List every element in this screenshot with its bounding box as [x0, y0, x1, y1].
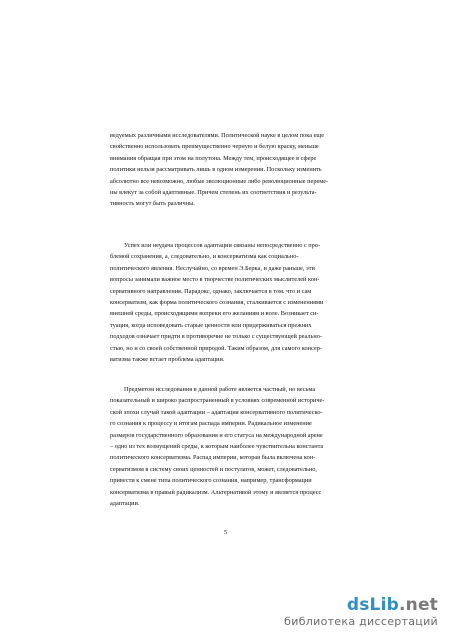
text-line: ны влекут за собой адаптивные. Причем степень их соответствия и результа- [110, 189, 317, 197]
text-line: показательный и широко распространенный в условиях современной историче- [110, 397, 325, 405]
text-line: внешней среды, происходящими вопреки его желаниям и воле. Возникает си- [110, 310, 319, 318]
paragraph-2 [110, 240, 348, 365]
text-line: привести к смене типа политического сознания, например, трансформации [110, 477, 312, 485]
text-line: абсолютно все невозможно, любые эволюционные либо революционные переме- [110, 177, 329, 185]
text-line: политики нельзя рассматривать лишь в одном измерении. Поскольку изменить [110, 166, 322, 174]
watermark-brand [284, 595, 438, 615]
text-line: подходов означает придти в противоречие не только с существующей реально- [110, 333, 322, 341]
watermark-logo[interactable] [284, 595, 438, 628]
text-line: ватизма также встает проблема адаптации. [110, 356, 225, 364]
watermark-brand-main: dsLib [346, 595, 399, 615]
text-line: адаптации. [110, 500, 140, 508]
text-line: политического явления. Неслучайно, со времен Э.Берка, и даже раньше, эти [110, 264, 315, 272]
text-line: ведуемых различными исследователями. Политической науке в целом пока еще [110, 132, 325, 139]
text-line: сервативного направления. Парадокс, однако, заключается в том. что и сам [110, 287, 312, 295]
text-line: политического консерватизма. Распад империи, которая была включена кон- [110, 454, 316, 462]
text-line: блемой сохранения, а, следовательно, и консерватизма как социально- [110, 253, 299, 261]
text-line: свойственно использовать преимущественно черную и белую краску, меньше [110, 143, 319, 151]
watermark-brand-tld: net [405, 595, 438, 615]
watermark-tagline: библиотека диссертаций [284, 615, 438, 628]
watermark-brand-dot: . [398, 595, 406, 615]
text-line: серватизмом в систему своих ценностей и постулатов, может, следовательно, [110, 465, 317, 473]
paragraph-3 [110, 384, 348, 509]
text-line: стью, но и со своей собственной природой. Таким образом, для самого консер- [110, 344, 322, 352]
page-number: 5 [224, 529, 228, 536]
text-line: размеров государственного образования и его статуса на международной арене [110, 431, 323, 439]
text-line: консерватизм, как форма политического сознания, сталкивается с изменениями [110, 299, 324, 307]
text-line: го сознания к процессу и итогам распада империи. Радикальное изменение [110, 420, 312, 428]
text-line: Успех или неудача процессов адаптации связаны непосредственно с про- [124, 242, 321, 249]
text-line: тивность могут быть различны. [110, 200, 195, 208]
text-line: внимания обращая при этом на полутона. Между тем, происходящее в сфере [110, 154, 317, 162]
text-line: Предметом исследования в данной работе является частный, но весьма [124, 386, 316, 393]
paragraph-1 [110, 130, 348, 210]
text-line: – одно из тех возмущений среды, к которым наиболее чувствительна константа [110, 443, 324, 451]
text-line: ской эпохи случай такой адаптации – адаптация консервативного политическо- [110, 408, 323, 416]
text-line: консерватизма в правый радикализм. Альтернативой этому и является процесс [110, 488, 322, 496]
text-line: вопросы занимали важное место в творчестве политических мыслителей кон- [110, 276, 320, 284]
text-line: туация, когда исповедовать старые ценности или придерживаться прежних [110, 321, 312, 329]
